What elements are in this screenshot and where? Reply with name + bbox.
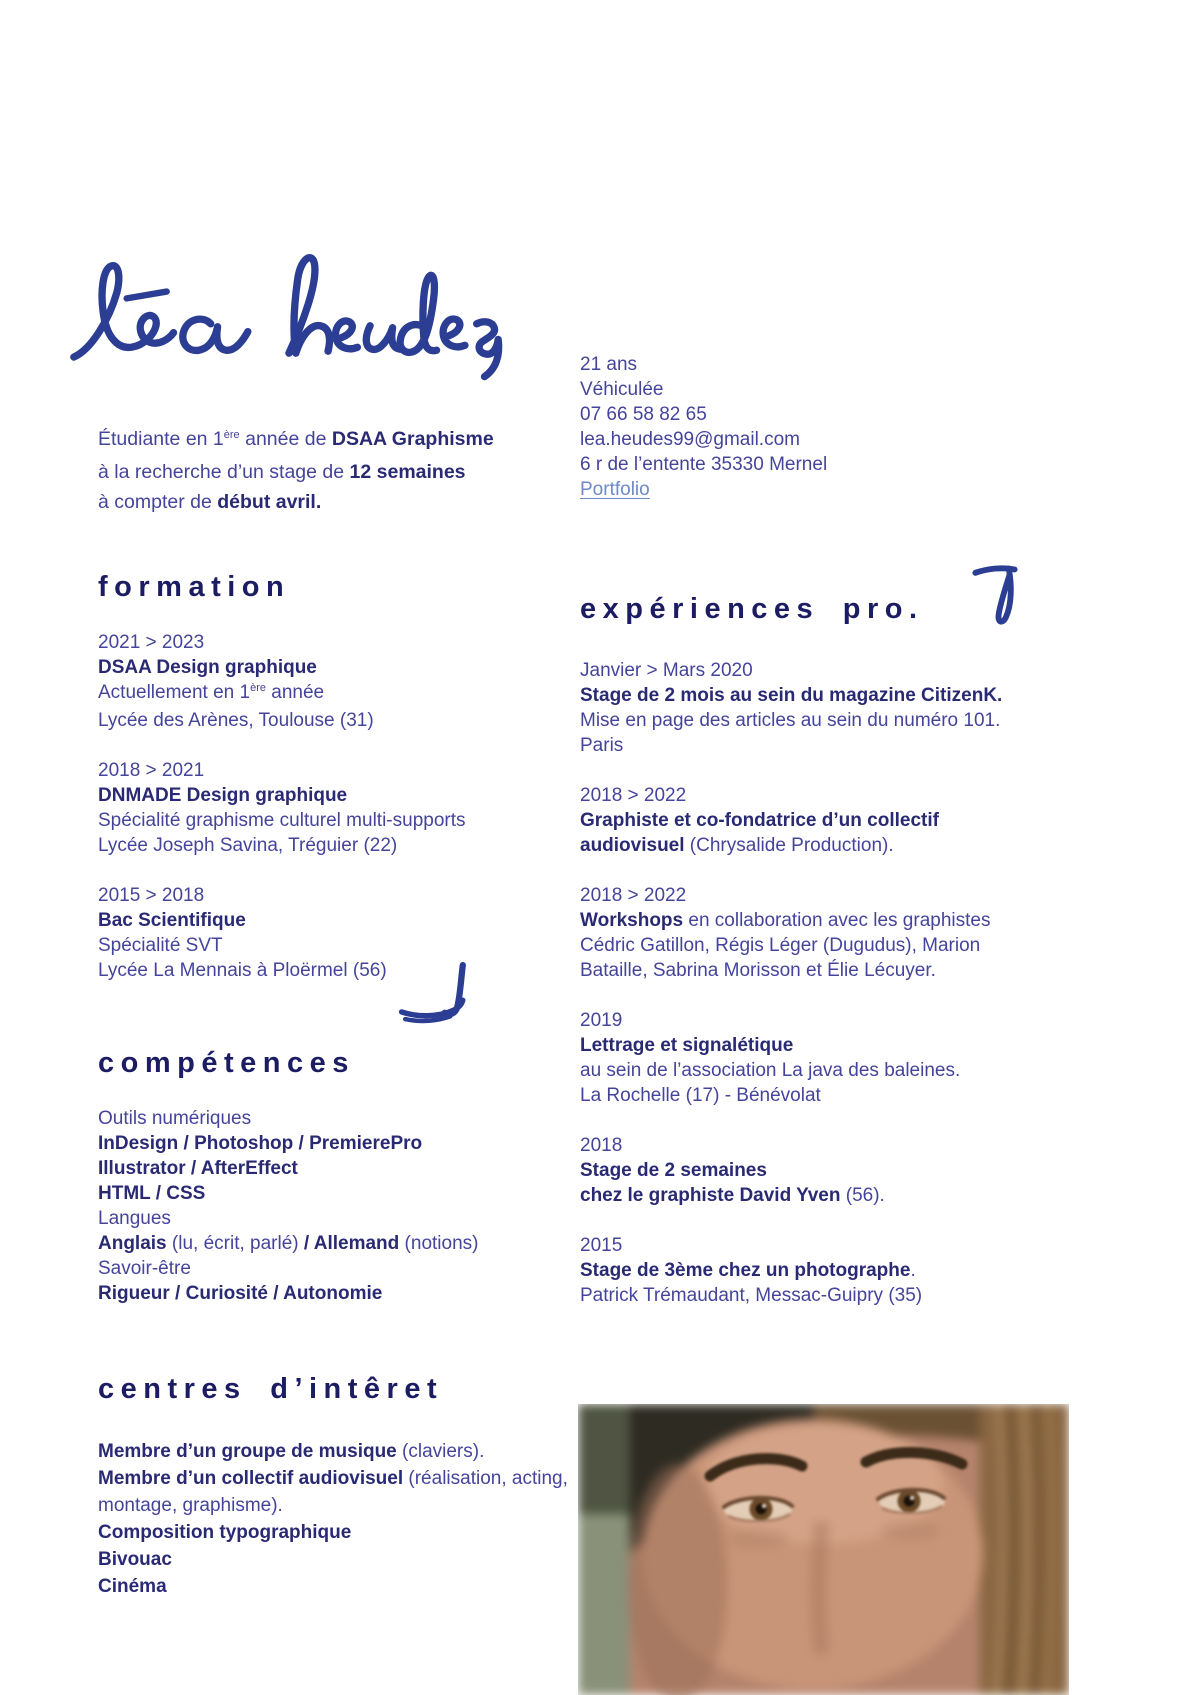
experience-entry [580, 883, 1018, 983]
entry-title: Bac Scientifique [98, 910, 246, 931]
signature-lea-heudes [66, 246, 506, 386]
entry-detail: Lycée des Arènes, Toulouse (31) [98, 710, 374, 731]
entry-row: Stage de 2 semaines [580, 1160, 767, 1181]
competences-heading: compétences [98, 1047, 355, 1079]
competence-row: Savoir-être [98, 1258, 191, 1279]
experience-entry [580, 1233, 1018, 1308]
section-interets [98, 1372, 576, 1600]
entry-row: Patrick Trémaudant, Messac-Guipry (35) [580, 1285, 923, 1306]
competence-row: HTML / CSS [98, 1183, 206, 1204]
intro-line-1: Étudiante en 1ère année de DSAA Graphisme [98, 428, 494, 450]
interet-row: Membre d’un collectif audiovisuel (réalisation, acting, montage, graphisme). [98, 1468, 568, 1516]
entry-period: 2018 > 2022 [580, 885, 687, 906]
entry-detail: Spécialité SVT [98, 935, 223, 956]
entry-title: DSAA Design graphique [98, 657, 317, 678]
formation-entry [98, 758, 568, 858]
entry-period: 2019 [580, 1010, 623, 1031]
entry-period: 2018 [580, 1135, 623, 1156]
entry-period: Janvier > Mars 2020 [580, 660, 753, 681]
entry-period: 2018 > 2021 [98, 760, 205, 781]
formation-heading: formation [98, 571, 291, 603]
interet-row: Cinéma [98, 1576, 167, 1597]
pen-mark-arrow [398, 960, 470, 1026]
entry-row: Graphiste et co-fondatrice d’un collectif audiovisuel (Chrysalide Production). [580, 810, 939, 856]
entry-row: Stage de 2 mois au sein du magazine CitizenK. [580, 685, 1003, 706]
experience-entry [580, 658, 1018, 758]
experiences-heading: expériences pro. [580, 593, 924, 625]
contact-block [580, 352, 1000, 502]
entry-row: au sein de l’association La java des baleines. [580, 1060, 961, 1081]
formation-entry [98, 630, 568, 733]
competence-row: Illustrator / AfterEffect [98, 1158, 298, 1179]
contact-email: lea.heudes99@gmail.com [580, 429, 800, 450]
experience-entry [580, 1133, 1018, 1208]
interet-row: Bivouac [98, 1549, 172, 1570]
competence-row: InDesign / Photoshop / PremierePro [98, 1133, 423, 1154]
contact-phone: 07 66 58 82 65 [580, 404, 707, 425]
section-competences [98, 1046, 578, 1306]
entry-period: 2021 > 2023 [98, 632, 205, 653]
portrait-photo [578, 1404, 1069, 1695]
competence-row: Langues [98, 1208, 171, 1229]
interet-row: Composition typographique [98, 1522, 352, 1543]
portfolio-link[interactable]: Portfolio [580, 479, 650, 500]
entry-period: 2015 > 2018 [98, 885, 205, 906]
competence-row: Rigueur / Curiosité / Autonomie [98, 1283, 383, 1304]
entry-row: Stage de 3ème chez un photographe. [580, 1260, 916, 1281]
entry-detail: Lycée Joseph Savina, Tréguier (22) [98, 835, 398, 856]
experience-entry [580, 1008, 1018, 1108]
contact-age: 21 ans [580, 354, 638, 375]
entry-detail: Spécialité graphisme culturel multi-supports [98, 810, 466, 831]
entry-row: Lettrage et signalétique [580, 1035, 794, 1056]
portrait-background [578, 1404, 1069, 1695]
competence-row: Anglais (lu, écrit, parlé) / Allemand (notions) [98, 1233, 479, 1254]
superscript: ère [223, 429, 240, 441]
entry-row: Mise en page des articles au sein du numéro 101. [580, 710, 1001, 731]
section-experiences [580, 592, 1018, 1333]
section-formation [98, 570, 568, 1008]
interets-heading: centres d’intêret [98, 1373, 444, 1405]
entry-period: 2015 [580, 1235, 623, 1256]
contact-mobility: Véhiculée [580, 379, 664, 400]
formation-entry [98, 883, 568, 983]
entry-row: Workshops en collaboration avec les graphistes Cédric Gatillon, Régis Léger (Dugudus), Marion Bataille, Sabrina Morisson et Élie Lécuyer. [580, 910, 991, 981]
entry-row: La Rochelle (17) - Bénévolat [580, 1085, 821, 1106]
intro-block [98, 424, 578, 517]
portfolio-row [580, 477, 1000, 502]
entry-detail: Lycée La Mennais à Ploërmel (56) [98, 960, 387, 981]
competence-row: Outils numériques [98, 1108, 252, 1129]
contact-address: 6 r de l’entente 35330 Mernel [580, 454, 828, 475]
entry-row: chez le graphiste David Yven (56). [580, 1185, 885, 1206]
interet-row: Membre d’un groupe de musique (claviers). [98, 1441, 485, 1462]
entry-period: 2018 > 2022 [580, 785, 687, 806]
entry-detail: Actuellement en 1ère année [98, 682, 325, 703]
experience-entry [580, 783, 1018, 858]
entry-title: DNMADE Design graphique [98, 785, 348, 806]
entry-row: Paris [580, 735, 624, 756]
intro-line-2: à la recherche d’un stage de 12 semaines [98, 461, 466, 483]
superscript: ère [250, 682, 266, 694]
intro-line-3: à compter de début avril. [98, 491, 322, 513]
